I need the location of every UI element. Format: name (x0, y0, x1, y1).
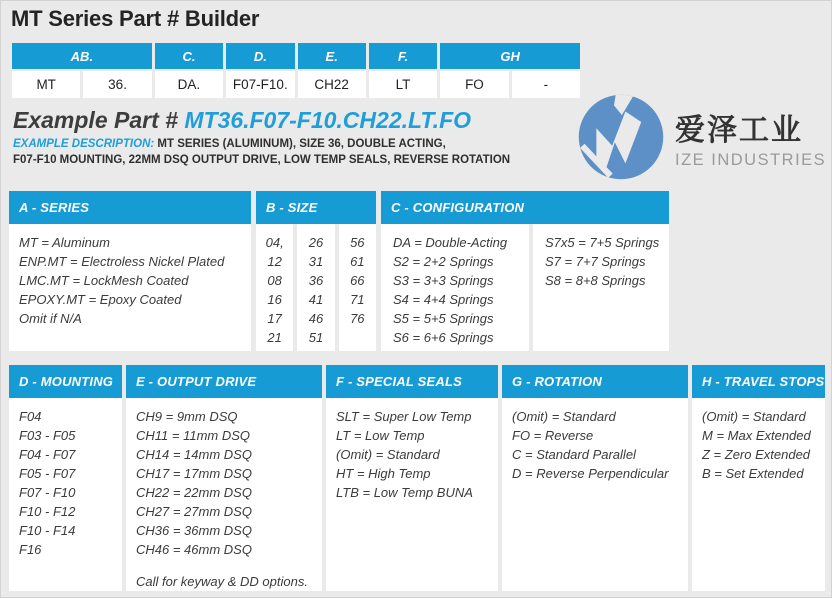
mounting-item: F05 - F07 (19, 466, 76, 481)
part-table-header-ab: AB. (12, 43, 152, 69)
part-table-value-cell: FO (440, 71, 508, 98)
part-table-value-cell: CH22 (298, 71, 366, 98)
configuration-item: S2 = 2+2 Springs (393, 254, 494, 269)
size-item: 16 (267, 292, 282, 307)
configuration-column-1 (381, 224, 529, 351)
mounting-item: F10 - F12 (19, 504, 76, 519)
size-item: 56 (350, 235, 365, 250)
output-drive-item: CH9 = 9mm DSQ (136, 409, 238, 424)
series-item: ENP.MT = Electroless Nickel Plated (19, 254, 225, 269)
special-seals-item: LTB = Low Temp BUNA (336, 485, 473, 500)
mounting-item: F04 (19, 409, 42, 424)
output-drive-item: CH14 = 14mm DSQ (136, 447, 252, 462)
part-number-table (9, 41, 583, 100)
output-drive-item: CH17 = 17mm DSQ (136, 466, 252, 481)
special-seals-item: LT = Low Temp (336, 428, 425, 443)
rotation-list (512, 407, 684, 483)
configuration-item: DA = Double-Acting (393, 235, 508, 250)
panel-f-special-seals (326, 365, 498, 591)
configuration-item: S7 = 7+7 Springs (545, 254, 646, 269)
output-drive-item: CH36 = 36mm DSQ (136, 523, 252, 538)
series-list (19, 233, 247, 328)
panel-d-mounting-body (9, 398, 122, 591)
part-table-value-cell: DA. (155, 71, 223, 98)
panel-e-output-drive (126, 365, 322, 591)
size-item: 76 (350, 311, 365, 326)
configuration-item: S8 = 8+8 Springs (545, 273, 646, 288)
rotation-item: D = Reverse Perpendicular (512, 466, 669, 481)
panel-g-rotation (502, 365, 688, 591)
example-part-number: MT36.F07-F10.CH22.LT.FO (184, 107, 472, 133)
rotation-item: (Omit) = Standard (512, 409, 616, 424)
output-drive-note: Call for keyway & DD options. (136, 574, 308, 589)
size-item: 71 (350, 292, 365, 307)
panel-h-travel-stops-header: H - TRAVEL STOPS (692, 365, 825, 398)
size-item: 21 (267, 330, 282, 345)
size-column-3 (339, 224, 376, 351)
panel-e-output-drive-body (126, 398, 322, 591)
panel-h-travel-stops (692, 365, 825, 591)
size-column-2 (297, 224, 334, 351)
size-item: 41 (308, 292, 324, 307)
configuration-item: S6 = 6+6 Springs (393, 330, 494, 345)
panel-a-series (9, 191, 251, 351)
logo-english-name: IZE INDUSTRIES (675, 151, 827, 169)
size-item: 08 (267, 273, 282, 288)
example-block (13, 107, 573, 168)
output-drive-item: CH46 = 46mm DSQ (136, 542, 252, 557)
mounting-item: F16 (19, 542, 42, 557)
series-item: EPOXY.MT = Epoxy Coated (19, 292, 182, 307)
output-drive-item: CH22 = 22mm DSQ (136, 485, 252, 500)
mounting-item: F04 - F07 (19, 447, 76, 462)
panel-f-special-seals-header: F - SPECIAL SEALS (326, 365, 498, 398)
size-item: 04, (265, 235, 284, 250)
mounting-item: F03 - F05 (19, 428, 76, 443)
panel-a-series-body (9, 224, 251, 351)
travel-stops-item: M = Max Extended (702, 428, 811, 443)
size-item: 36 (308, 273, 324, 288)
size-column-1 (256, 224, 293, 351)
series-item: MT = Aluminum (19, 235, 110, 250)
travel-stops-item: B = Set Extended (702, 466, 804, 481)
travel-stops-item: Z = Zero Extended (702, 447, 811, 462)
size-item: 31 (308, 254, 324, 269)
part-table-value-cell: - (512, 71, 580, 98)
output-drive-item: CH11 = 11mm DSQ (136, 428, 251, 443)
rotation-item: FO = Reverse (512, 428, 594, 443)
mounting-list (19, 407, 118, 559)
panel-d-mounting (9, 365, 122, 591)
ize-logo (577, 93, 826, 181)
size-item: 61 (350, 254, 365, 269)
logo-chinese-name: 爱泽工业 (675, 114, 803, 147)
part-table-header-d: D. (226, 43, 294, 69)
panel-b-size-body (256, 224, 376, 351)
special-seals-item: (Omit) = Standard (336, 447, 440, 462)
page-title: MT Series Part # Builder (11, 6, 260, 31)
configuration-item: S4 = 4+4 Springs (393, 292, 494, 307)
part-table-value-cell: MT (12, 71, 80, 98)
mounting-item: F07 - F10 (19, 485, 76, 500)
output-drive-list (136, 407, 318, 559)
size-item: 12 (267, 254, 282, 269)
example-part-label: Example Part # (13, 107, 185, 133)
part-table-header-row (12, 43, 580, 69)
part-table-value-row (12, 71, 580, 98)
example-description-label: EXAMPLE DESCRIPTION: (13, 138, 155, 150)
example-part-line (13, 107, 573, 134)
panel-h-travel-stops-body (692, 398, 825, 591)
panel-e-output-drive-header: E - OUTPUT DRIVE (126, 365, 322, 398)
configuration-item: S7x5 = 7+5 Springs (545, 235, 660, 250)
part-table-value-cell: LT (369, 71, 437, 98)
series-item: Omit if N/A (19, 311, 82, 326)
example-description (13, 137, 573, 168)
travel-stops-list (702, 407, 821, 483)
part-table-value-cell: 36. (83, 71, 151, 98)
panel-b-size-header: B - SIZE (256, 191, 376, 224)
section-row-defgh (9, 365, 825, 591)
configuration-item: S5 = 5+5 Springs (393, 311, 494, 326)
special-seals-list (336, 407, 494, 502)
panel-c-configuration-header: C - CONFIGURATION (381, 191, 669, 224)
mounting-item: F10 - F14 (19, 523, 76, 538)
panel-f-special-seals-body (326, 398, 498, 591)
output-drive-item: CH27 = 27mm DSQ (136, 504, 252, 519)
special-seals-item: HT = High Temp (336, 466, 431, 481)
size-item: 46 (308, 311, 324, 326)
part-table-header-e: E. (298, 43, 366, 69)
panel-a-series-header: A - SERIES (9, 191, 251, 224)
panel-g-rotation-header: G - ROTATION (502, 365, 688, 398)
size-item: 17 (267, 311, 282, 326)
panel-b-size (256, 191, 376, 351)
panel-g-rotation-body (502, 398, 688, 591)
panel-c-configuration-body (381, 224, 669, 351)
part-table-header-c: C. (155, 43, 223, 69)
series-item: LMC.MT = LockMesh Coated (19, 273, 189, 288)
part-table-value-cell: F07-F10. (226, 71, 294, 98)
configuration-item: S3 = 3+3 Springs (393, 273, 494, 288)
panel-d-mounting-header: D - MOUNTING (9, 365, 122, 398)
rotation-item: C = Standard Parallel (512, 447, 636, 462)
ize-logo-icon (577, 93, 665, 181)
travel-stops-item: (Omit) = Standard (702, 409, 806, 424)
size-item: 66 (350, 273, 365, 288)
part-table-header-f: F. (369, 43, 437, 69)
panel-c-configuration (381, 191, 669, 351)
example-description-line2: F07-F10 MOUNTING, 22MM DSQ OUTPUT DRIVE, LOW TEMP SEALS, REVERSE ROTATION (13, 153, 511, 166)
size-item: 26 (308, 235, 324, 250)
example-description-line1: MT SERIES (ALUMINUM), SIZE 36, DOUBLE ACTING, (154, 138, 446, 150)
logo-text (675, 93, 826, 170)
configuration-column-2 (533, 224, 669, 351)
section-row-abc (9, 191, 669, 351)
special-seals-item: SLT = Super Low Temp (336, 409, 472, 424)
part-table-header-gh: GH (440, 43, 580, 69)
size-item: 51 (308, 330, 324, 345)
